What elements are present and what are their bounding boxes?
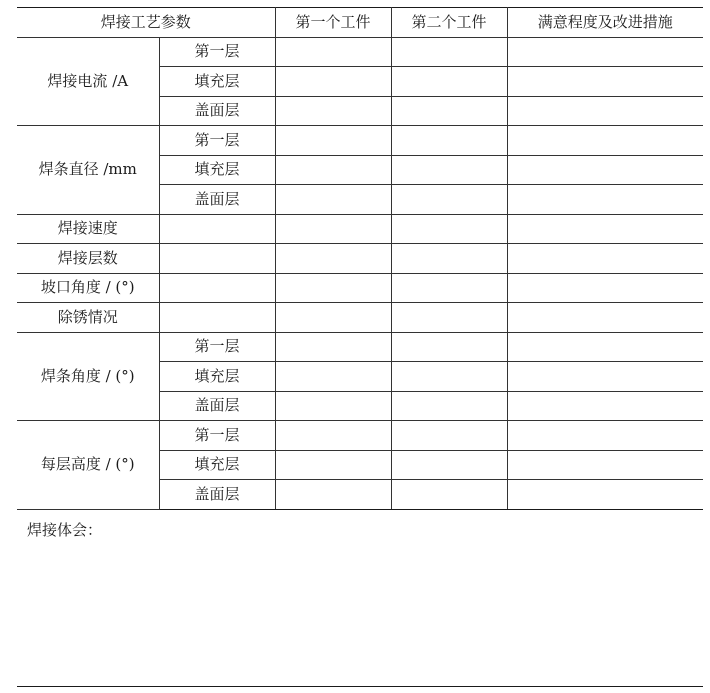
layer-first: 第一层 bbox=[159, 332, 275, 362]
cell-workpiece-2[interactable] bbox=[391, 96, 507, 126]
param-welding-current: 焊接电流 /A bbox=[17, 37, 159, 126]
layer-fill: 填充层 bbox=[159, 450, 275, 480]
cell-workpiece-1[interactable] bbox=[275, 185, 391, 215]
cell-satisfaction[interactable] bbox=[507, 96, 703, 126]
header-satisfaction: 满意程度及改进措施 bbox=[507, 8, 703, 38]
table-row bbox=[17, 37, 703, 67]
cell-workpiece-2[interactable] bbox=[391, 450, 507, 480]
cell-workpiece-2[interactable] bbox=[391, 303, 507, 333]
cell-workpiece-2[interactable] bbox=[391, 67, 507, 97]
param-welding-speed: 焊接速度 bbox=[17, 214, 159, 244]
cell-satisfaction[interactable] bbox=[507, 155, 703, 185]
cell-satisfaction[interactable] bbox=[507, 185, 703, 215]
param-layer-height: 每层高度 / (°) bbox=[17, 421, 159, 510]
header-workpiece-2: 第二个工件 bbox=[391, 8, 507, 38]
param-electrode-angle: 焊条角度 / (°) bbox=[17, 332, 159, 421]
cell-workpiece-2[interactable] bbox=[391, 391, 507, 421]
cell-sub[interactable] bbox=[159, 214, 275, 244]
cell-satisfaction[interactable] bbox=[507, 450, 703, 480]
cell-workpiece-2[interactable] bbox=[391, 273, 507, 303]
cell-workpiece-1[interactable] bbox=[275, 332, 391, 362]
welding-experience-section[interactable] bbox=[17, 514, 703, 687]
table-row bbox=[17, 332, 703, 362]
cell-workpiece-1[interactable] bbox=[275, 96, 391, 126]
cell-workpiece-2[interactable] bbox=[391, 126, 507, 156]
cell-satisfaction[interactable] bbox=[507, 37, 703, 67]
cell-workpiece-1[interactable] bbox=[275, 155, 391, 185]
cell-workpiece-1[interactable] bbox=[275, 244, 391, 274]
cell-satisfaction[interactable] bbox=[507, 244, 703, 274]
table-row bbox=[17, 126, 703, 156]
layer-first: 第一层 bbox=[159, 37, 275, 67]
cell-sub[interactable] bbox=[159, 303, 275, 333]
table-header-row bbox=[17, 8, 703, 38]
cell-workpiece-1[interactable] bbox=[275, 273, 391, 303]
cell-sub[interactable] bbox=[159, 244, 275, 274]
cell-workpiece-1[interactable] bbox=[275, 37, 391, 67]
table-row bbox=[17, 421, 703, 451]
cell-workpiece-1[interactable] bbox=[275, 421, 391, 451]
cell-workpiece-2[interactable] bbox=[391, 244, 507, 274]
layer-fill: 填充层 bbox=[159, 67, 275, 97]
cell-workpiece-1[interactable] bbox=[275, 480, 391, 510]
cell-sub[interactable] bbox=[159, 273, 275, 303]
cell-satisfaction[interactable] bbox=[507, 362, 703, 392]
cell-workpiece-2[interactable] bbox=[391, 332, 507, 362]
layer-cover: 盖面层 bbox=[159, 480, 275, 510]
cell-satisfaction[interactable] bbox=[507, 214, 703, 244]
welding-parameters-table bbox=[17, 7, 703, 510]
cell-workpiece-2[interactable] bbox=[391, 362, 507, 392]
table-row bbox=[17, 244, 703, 274]
cell-workpiece-1[interactable] bbox=[275, 391, 391, 421]
cell-workpiece-1[interactable] bbox=[275, 362, 391, 392]
table-row bbox=[17, 273, 703, 303]
cell-satisfaction[interactable] bbox=[507, 421, 703, 451]
layer-cover: 盖面层 bbox=[159, 185, 275, 215]
cell-workpiece-2[interactable] bbox=[391, 480, 507, 510]
cell-workpiece-1[interactable] bbox=[275, 214, 391, 244]
table-row bbox=[17, 303, 703, 333]
cell-satisfaction[interactable] bbox=[507, 391, 703, 421]
cell-workpiece-2[interactable] bbox=[391, 421, 507, 451]
cell-satisfaction[interactable] bbox=[507, 303, 703, 333]
cell-workpiece-1[interactable] bbox=[275, 450, 391, 480]
table-row bbox=[17, 214, 703, 244]
welding-experience-label: 焊接体会： bbox=[27, 521, 103, 539]
layer-cover: 盖面层 bbox=[159, 96, 275, 126]
cell-workpiece-1[interactable] bbox=[275, 303, 391, 333]
cell-workpiece-2[interactable] bbox=[391, 214, 507, 244]
header-workpiece-1: 第一个工件 bbox=[275, 8, 391, 38]
layer-first: 第一层 bbox=[159, 421, 275, 451]
param-electrode-diameter: 焊条直径 /mm bbox=[17, 126, 159, 215]
cell-workpiece-2[interactable] bbox=[391, 185, 507, 215]
cell-workpiece-1[interactable] bbox=[275, 126, 391, 156]
layer-cover: 盖面层 bbox=[159, 391, 275, 421]
cell-satisfaction[interactable] bbox=[507, 273, 703, 303]
param-groove-angle: 坡口角度 / (°) bbox=[17, 273, 159, 303]
cell-satisfaction[interactable] bbox=[507, 332, 703, 362]
cell-satisfaction[interactable] bbox=[507, 480, 703, 510]
layer-first: 第一层 bbox=[159, 126, 275, 156]
param-layer-count: 焊接层数 bbox=[17, 244, 159, 274]
cell-workpiece-2[interactable] bbox=[391, 155, 507, 185]
cell-satisfaction[interactable] bbox=[507, 67, 703, 97]
param-rust-removal: 除锈情况 bbox=[17, 303, 159, 333]
cell-workpiece-1[interactable] bbox=[275, 67, 391, 97]
header-params: 焊接工艺参数 bbox=[17, 8, 275, 38]
cell-workpiece-2[interactable] bbox=[391, 37, 507, 67]
layer-fill: 填充层 bbox=[159, 362, 275, 392]
cell-satisfaction[interactable] bbox=[507, 126, 703, 156]
layer-fill: 填充层 bbox=[159, 155, 275, 185]
